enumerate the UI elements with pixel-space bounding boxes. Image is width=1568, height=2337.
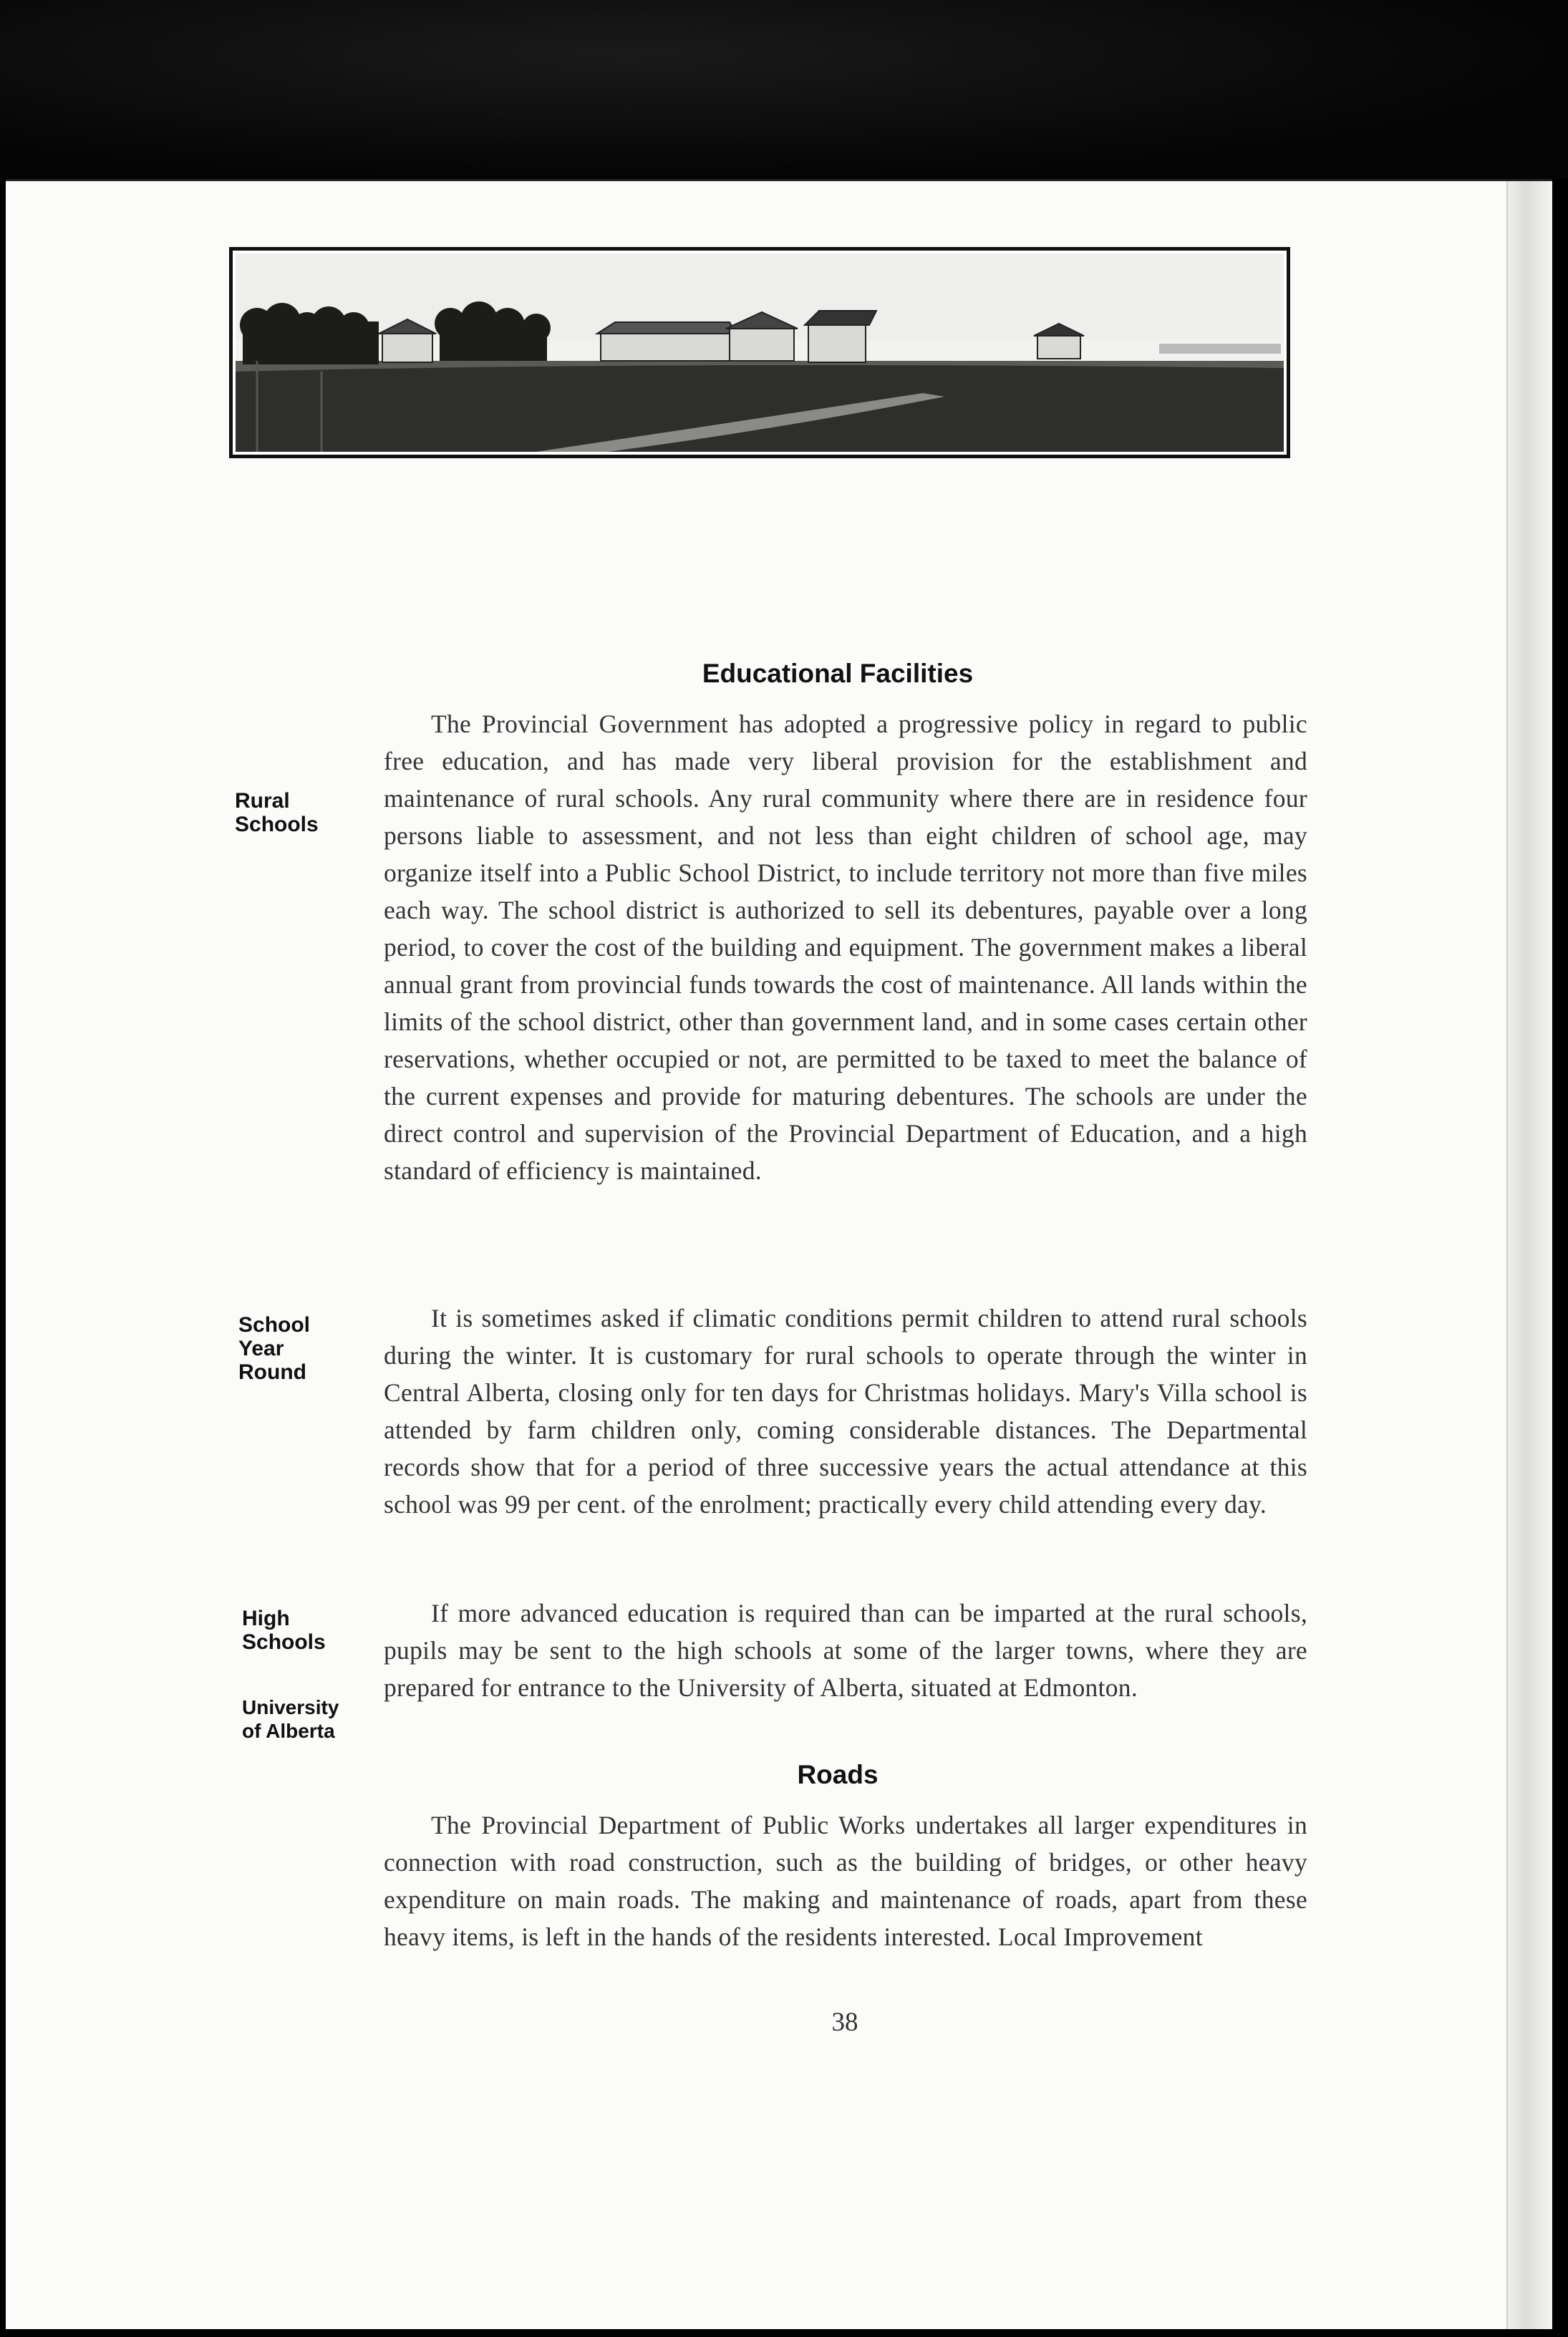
scan-background bbox=[0, 0, 1568, 179]
farm-landscape-photo bbox=[229, 247, 1290, 458]
side-label-rural-schools: Rural Schools bbox=[235, 789, 319, 836]
paragraph-high-schools: If more advanced education is required than can be imparted at the rural schools, pupils may be sent to the high schools at some of the larger towns, where they are prepared for entrance to the University of Alberta, situated at Edmonton. bbox=[384, 1599, 1307, 1702]
paragraph-rural-schools: The Provincial Government has adopted a progressive policy in regard to public free education, and has made very liberal provision for the establishment and maintenance of rural schools. Any rural community where there are in residence four persons liable to assessment, and not less than eight children of school age, may organize itself into a Public School District, to include territory not more than five miles each way. The school district is authorized to sell its debentures, payable over a long period, to cover the cost of the building and equipment. The government makes a liberal annual grant from provincial funds towards the cost of maintenance. All lands within the limits of the school district, other than government land, and in some cases certain other reservations, whether occupied or not, are permitted to be taxed to meet the balance of the current expenses and provide for maturing debentures. The schools are under the direct control and supervision of the Provincial Department of Education, and a high standard of efficiency is maintained. bbox=[384, 710, 1307, 1185]
farm-landscape-illustration bbox=[236, 253, 1284, 452]
page-edge bbox=[1506, 181, 1552, 2329]
section-heading-educational-facilities: Educational Facilities bbox=[702, 659, 974, 688]
paragraph-school-year-round: It is sometimes asked if climatic conditions permit children to attend rural schools during the winter. It is customary for rural schools to operate through the winter in Central Alberta, closing only for ten days for Christmas holidays. Mary's Villa school is attended by farm children only, coming considerable distances. The Departmental records show that for a period of three successive years the actual attendance at this school was 99 per cent. of the enrolment; practically every child attending every day. bbox=[384, 1304, 1307, 1519]
side-label-school-year-round: School Year Round bbox=[238, 1313, 311, 1384]
page-number: 38 bbox=[831, 2008, 858, 2037]
book-page bbox=[6, 179, 1552, 2329]
section-heading-roads: Roads bbox=[797, 1760, 879, 1789]
side-label-university: University of Alberta bbox=[242, 1696, 339, 1742]
paragraph-roads: The Provincial Department of Public Works undertakes all larger expenditures in connection with road construction, such as the building of bridges, or other heavy expenditure on main roads. The making and maintenance of roads, apart from these heavy items, is left in the hands of the residents interested. Local Improvement bbox=[384, 1811, 1307, 1951]
side-label-high-schools: High Schools bbox=[242, 1607, 326, 1654]
